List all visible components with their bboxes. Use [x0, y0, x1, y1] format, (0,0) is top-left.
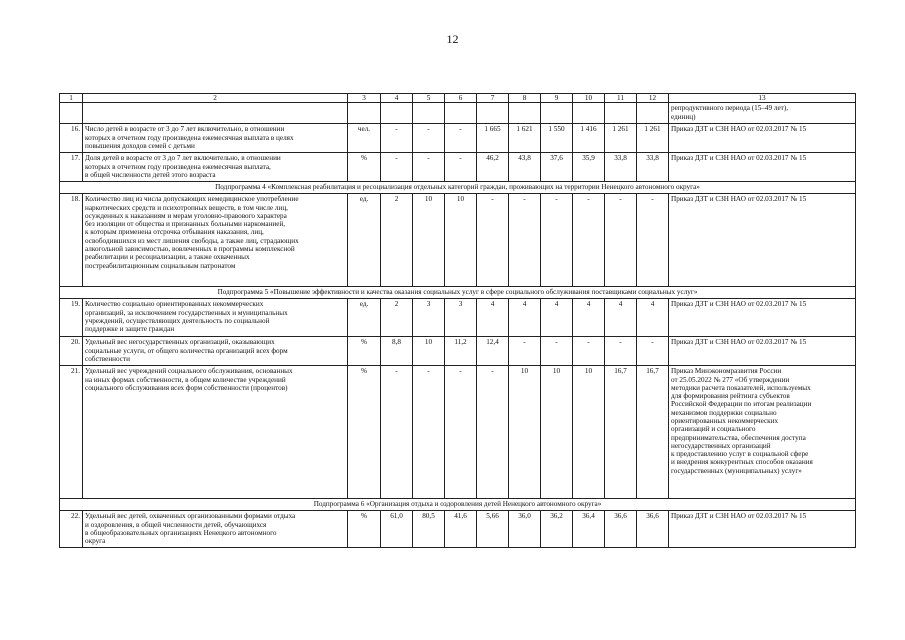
value-cell: 10: [541, 366, 573, 499]
value-cell: 4: [573, 299, 605, 337]
value-cell: 37,6: [541, 153, 573, 182]
value-cell: 2: [381, 299, 413, 337]
value-cell: 4: [637, 299, 669, 337]
value-cell: 4: [477, 299, 509, 337]
value-cell: 3: [413, 299, 445, 337]
col-header: 9: [541, 94, 573, 103]
page-number: 12: [446, 32, 459, 46]
source-cell: Приказ Минэкономразвития России от 25.05.2022 № 277 «Об утверждении методики расчета показателей, используемых для формирования рейтинга субъектов Российской Федерации по итогам реализации механизмов поддержки социально ориентированных некоммерческих организаций и социального предпринимательства, обеспечения доступа негосударственных организаций к предоставлению услуг в социальной сфере и внедрения конкурентных способов оказания государственных (муниципальных) услуг»: [669, 366, 856, 499]
value-cell: -: [381, 124, 413, 153]
table-row: [60, 153, 856, 182]
row-number: 17.: [60, 153, 83, 182]
value-cell: 10: [509, 366, 541, 499]
value-cell: 36,4: [573, 511, 605, 548]
value-cell: 10: [413, 194, 445, 287]
row-number: 21.: [60, 366, 83, 499]
value-cell: 11,2: [445, 337, 477, 366]
value-cell: -: [605, 337, 637, 366]
continuation-row: [60, 103, 856, 124]
source-cell: Приказ ДЗТ и СЗН НАО от 02.03.2017 № 15: [669, 153, 856, 182]
row-number: 20.: [60, 337, 83, 366]
value-cell: -: [413, 366, 445, 499]
value-cell: 10: [413, 337, 445, 366]
value-cell: 4: [605, 299, 637, 337]
subprogram-title: Подпрограмма 4 «Комплексная реабилитация и ресоциализация отдельных категорий граждан, проживающих на территории Ненецкого автономного округа»: [60, 182, 856, 194]
col-header: 3: [348, 94, 381, 103]
value-cell: 12,4: [477, 337, 509, 366]
row-number: 18.: [60, 194, 83, 287]
indicator-name: Удельный вес учреждений социального обслуживания, основанных на иных формах собственности, в общем количестве учреждений социального обслуживания всех форм собственности (процентов): [83, 366, 348, 499]
unit-cell: %: [348, 511, 381, 548]
value-cell: -: [477, 194, 509, 287]
table-row: [60, 194, 856, 287]
value-cell: -: [445, 124, 477, 153]
value-cell: 36,6: [605, 511, 637, 548]
col-header: 11: [605, 94, 637, 103]
row-number: 22.: [60, 511, 83, 548]
unit-cell: %: [348, 337, 381, 366]
value-cell: 61,0: [381, 511, 413, 548]
indicator-name: Число детей в возрасте от 3 до 7 лет включительно, в отношении которых в отчетном году произведена ежемесячная выплата в целях повышения доходов семей с детьми: [83, 124, 348, 153]
value-cell: 10: [445, 194, 477, 287]
value-cell: -: [541, 337, 573, 366]
indicator-name: Количество лиц из числа допускающих немедицинское употребление наркотических средств и психотропных веществ, в том числе лиц, осужденных к наказаниям и мерам уголовно-правового характера без изоляции от общества и признанных больными наркоманией, к которым применена отсрочка отбывания наказания, лиц, освободившихся из мест лишения свободы, а также лиц, страдающих алкогольной зависимостью, вовлеченных в программы комплексной реабилитации и ресоциализации, а также охваченных постреабилитационным социальным патронатом: [83, 194, 348, 287]
unit-cell: чел.: [348, 124, 381, 153]
unit-cell: ед.: [348, 299, 381, 337]
column-numbers-row: [60, 94, 856, 103]
value-cell: 2: [381, 194, 413, 287]
col-header: 4: [381, 94, 413, 103]
value-cell: 1 416: [573, 124, 605, 153]
unit-cell: %: [348, 153, 381, 182]
row-number: 19.: [60, 299, 83, 337]
value-cell: -: [381, 366, 413, 499]
value-cell: 36,0: [509, 511, 541, 548]
indicator-name: Удельный вес негосударственных организаций, оказывающих социальные услуги, от общего количества организаций всех форм собственности: [83, 337, 348, 366]
value-cell: -: [637, 194, 669, 287]
row-number: 16.: [60, 124, 83, 153]
value-cell: 33,8: [637, 153, 669, 182]
table-row: [60, 124, 856, 153]
source-cell: Приказ ДЗТ и СЗН НАО от 02.03.2017 № 15: [669, 124, 856, 153]
value-cell: -: [413, 153, 445, 182]
value-cell: -: [541, 194, 573, 287]
value-cell: 4: [541, 299, 573, 337]
value-cell: 1 261: [605, 124, 637, 153]
value-cell: -: [509, 194, 541, 287]
value-cell: 10: [573, 366, 605, 499]
source-cell: Приказ ДЗТ и СЗН НАО от 02.03.2017 № 15: [669, 299, 856, 337]
table-row: [60, 366, 856, 499]
value-cell: 1 621: [509, 124, 541, 153]
value-cell: 46,2: [477, 153, 509, 182]
unit-cell: ед.: [348, 194, 381, 287]
value-cell: -: [477, 366, 509, 499]
indicator-name: Количество социально ориентированных некоммерческих организаций, за исключением государственных и муниципальных учреждений, осуществляющих деятельность по социальной поддержке и защите граждан: [83, 299, 348, 337]
value-cell: -: [573, 337, 605, 366]
source-cell: Приказ ДЗТ и СЗН НАО от 02.03.2017 № 15: [669, 337, 856, 366]
subprogram-row: [60, 499, 856, 511]
value-cell: -: [573, 194, 605, 287]
value-cell: 36,6: [637, 511, 669, 548]
value-cell: -: [445, 366, 477, 499]
col-header: 6: [445, 94, 477, 103]
value-cell: 5,66: [477, 511, 509, 548]
value-cell: 43,8: [509, 153, 541, 182]
value-cell: 8,8: [381, 337, 413, 366]
col-header: 5: [413, 94, 445, 103]
value-cell: 35,9: [573, 153, 605, 182]
value-cell: 16,7: [605, 366, 637, 499]
table-row: [60, 337, 856, 366]
col-header: 8: [509, 94, 541, 103]
indicators-table: [59, 93, 856, 548]
value-cell: 1 261: [637, 124, 669, 153]
value-cell: 1 550: [541, 124, 573, 153]
col-header: 1: [60, 94, 83, 103]
subprogram-title: Подпрограмма 6 «Организация отдыха и оздоровления детей Ненецкого автономного округа»: [60, 499, 856, 511]
subprogram-title: Подпрограмма 5 «Повышение эффективности и качества оказания социальных услуг в сфере социального обслуживания поставщиками социальных услуг»: [60, 287, 856, 299]
col-header: 10: [573, 94, 605, 103]
table-row: [60, 299, 856, 337]
value-cell: 33,8: [605, 153, 637, 182]
source-cell: Приказ ДЗТ и СЗН НАО от 02.03.2017 № 15: [669, 194, 856, 287]
value-cell: 16,7: [637, 366, 669, 499]
value-cell: 41,6: [445, 511, 477, 548]
source-cell: репродуктивного периода (15–49 лет), единиц): [669, 103, 856, 124]
unit-cell: %: [348, 366, 381, 499]
indicator-name: Доля детей в возрасте от 3 до 7 лет включительно, в отношении которых в отчетном году произведена ежемесячная выплата, в общей численности детей этого возраста: [83, 153, 348, 182]
value-cell: 4: [509, 299, 541, 337]
value-cell: 3: [445, 299, 477, 337]
value-cell: -: [637, 337, 669, 366]
table-row: [60, 511, 856, 548]
col-header: 7: [477, 94, 509, 103]
value-cell: -: [605, 194, 637, 287]
value-cell: 1 665: [477, 124, 509, 153]
subprogram-row: [60, 182, 856, 194]
subprogram-row: [60, 287, 856, 299]
value-cell: -: [381, 153, 413, 182]
value-cell: 80,5: [413, 511, 445, 548]
value-cell: -: [413, 124, 445, 153]
col-header: 12: [637, 94, 669, 103]
value-cell: 36,2: [541, 511, 573, 548]
col-header: 2: [83, 94, 348, 103]
source-cell: Приказ ДЗТ и СЗН НАО от 02.03.2017 № 15: [669, 511, 856, 548]
value-cell: -: [509, 337, 541, 366]
value-cell: -: [445, 153, 477, 182]
indicator-name: Удельный вес детей, охваченных организованными формами отдыха и оздоровления, в общей численности детей, обучающихся в общеобразовательных организациях Ненецкого автономного округа: [83, 511, 348, 548]
col-header: 13: [669, 94, 856, 103]
